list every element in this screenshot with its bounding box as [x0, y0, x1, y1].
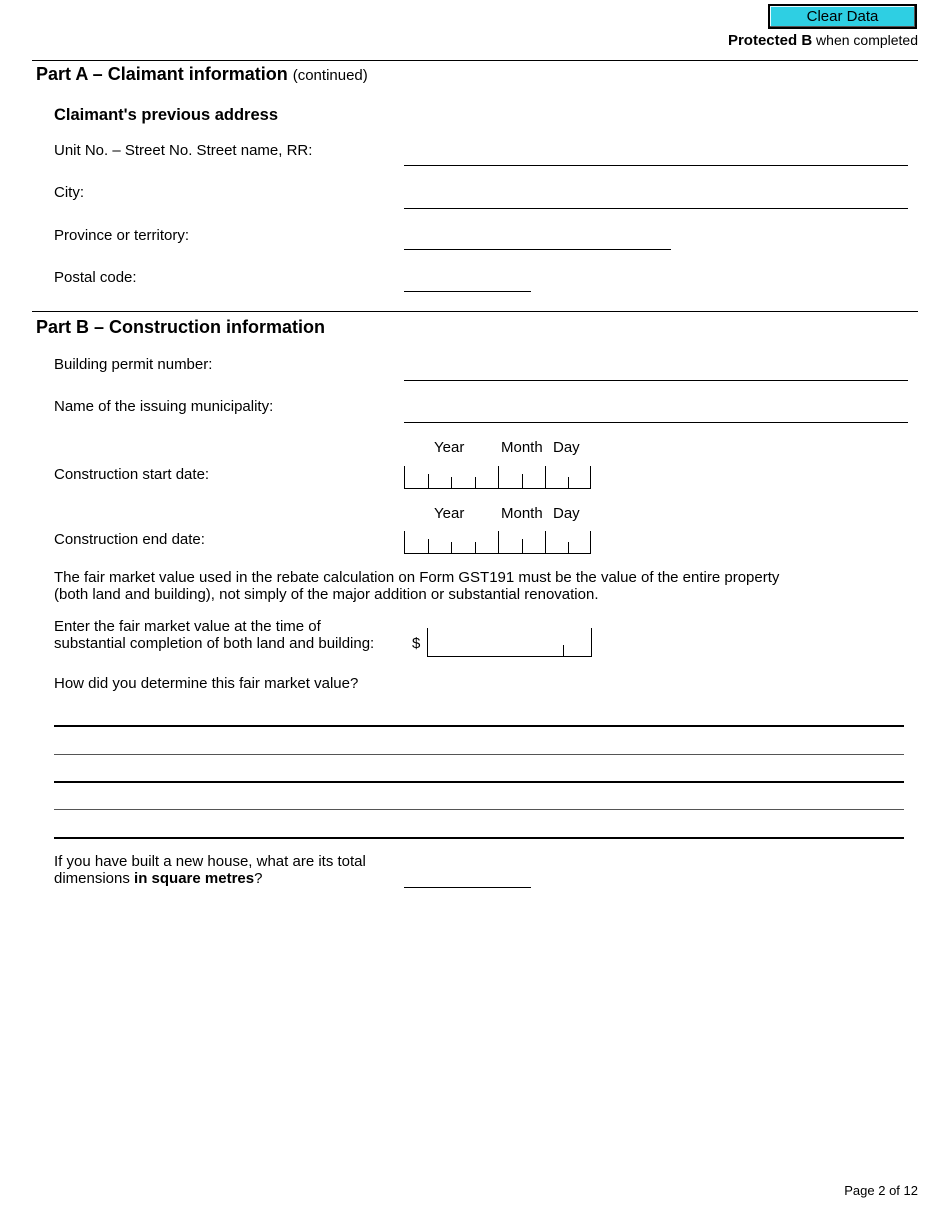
fmv-note-line-1: The fair market value used in the rebate calculation on Form GST191 must be the value of the entire property — [54, 569, 780, 586]
clear-data-button[interactable]: Clear Data — [768, 4, 917, 29]
municipality-input[interactable] — [404, 406, 908, 423]
comb-divider — [545, 466, 546, 488]
dimensions-line-2 — [54, 870, 414, 887]
city-label: City: — [54, 184, 84, 201]
fmv-explanation-line-4[interactable] — [54, 809, 904, 810]
previous-address-heading: Claimant's previous address — [54, 106, 279, 124]
part-a-divider — [32, 60, 918, 61]
comb-divider — [451, 477, 452, 488]
fmv-label-line-2: substantial completion of both land and building: — [54, 635, 375, 652]
province-label: Province or territory: — [54, 227, 190, 244]
comb-divider — [498, 531, 499, 553]
end-month-header: Month — [501, 505, 543, 522]
fmv-explanation-line-2[interactable] — [54, 754, 904, 755]
protected-notice — [728, 32, 918, 49]
postal-code-input[interactable] — [404, 275, 531, 292]
cents-divider — [563, 645, 564, 656]
comb-divider — [428, 539, 429, 553]
fmv-note-line-2: (both land and building), not simply of the major addition or substantial renovation. — [54, 586, 599, 603]
fmv-explanation-line-3[interactable] — [54, 781, 904, 783]
comb-divider — [522, 539, 523, 553]
protected-suffix: when completed — [812, 32, 918, 48]
comb-divider — [428, 474, 429, 488]
part-b-title: Part B – Construction information — [36, 317, 326, 337]
city-input[interactable] — [404, 192, 908, 209]
end-date-field[interactable] — [404, 531, 591, 554]
fmv-label-line-1: Enter the fair market value at the time of — [54, 618, 321, 635]
start-month-header: Month — [501, 439, 543, 456]
municipality-label: Name of the issuing municipality: — [54, 398, 274, 415]
dimensions-post: ? — [254, 870, 263, 887]
comb-divider — [568, 477, 569, 488]
comb-divider — [475, 542, 476, 553]
part-a-title-text: Part A – Claimant information — [36, 64, 288, 84]
comb-divider — [451, 542, 452, 553]
fmv-explanation-line-5[interactable] — [54, 837, 904, 839]
start-year-header: Year — [434, 439, 465, 456]
dimensions-pre: dimensions — [54, 870, 135, 887]
dimensions-label — [54, 853, 414, 887]
part-a-title — [36, 64, 368, 85]
street-label: Unit No. – Street No. Street name, RR: — [54, 142, 313, 159]
end-year-header: Year — [434, 505, 465, 522]
dimensions-input[interactable] — [404, 871, 531, 888]
province-input[interactable] — [404, 233, 671, 250]
dollar-sign: $ — [412, 635, 421, 652]
fmv-label — [54, 618, 404, 652]
part-b-divider — [32, 311, 918, 312]
comb-divider — [498, 466, 499, 488]
comb-divider — [475, 477, 476, 488]
start-date-field[interactable] — [404, 466, 591, 489]
permit-number-input[interactable] — [404, 364, 908, 381]
permit-number-label: Building permit number: — [54, 356, 213, 373]
start-day-header: Day — [553, 439, 580, 456]
fmv-amount-field[interactable] — [427, 628, 592, 657]
protected-label: Protected B — [727, 32, 813, 49]
fmv-question: How did you determine this fair market value? — [54, 675, 359, 692]
fmv-explanation-line-1[interactable] — [54, 725, 904, 727]
end-day-header: Day — [553, 505, 580, 522]
dimensions-unit: in square metres — [134, 870, 255, 887]
start-date-label: Construction start date: — [54, 466, 210, 483]
part-a-continued: (continued) — [292, 67, 368, 84]
page-number: Page 2 of 12 — [844, 1183, 918, 1198]
dimensions-line-1: If you have built a new house, what are its total — [54, 853, 366, 870]
street-input[interactable] — [404, 149, 908, 166]
postal-code-label: Postal code: — [54, 269, 137, 286]
fmv-note — [54, 569, 854, 603]
comb-divider — [568, 542, 569, 553]
comb-divider — [522, 474, 523, 488]
comb-divider — [545, 531, 546, 553]
end-date-label: Construction end date: — [54, 531, 205, 548]
